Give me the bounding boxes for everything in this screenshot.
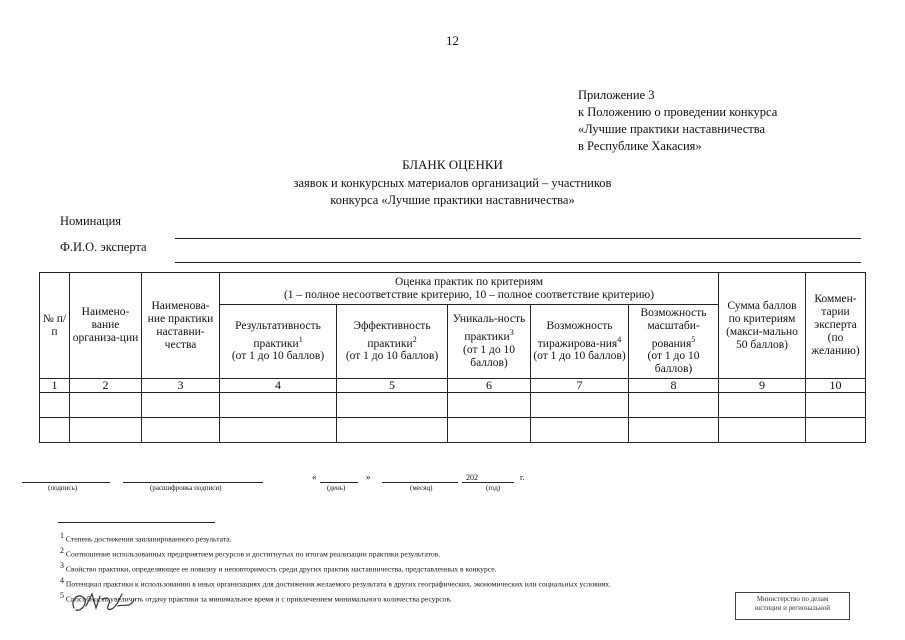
column-number: 8 [629,379,719,393]
table-cell[interactable] [337,418,448,443]
table-row [40,393,866,418]
column-number: 3 [142,379,220,393]
year-prefix: 202 [466,473,478,482]
header-organization: Наимено-вание организа-ции [70,273,142,379]
table-cell[interactable] [531,418,629,443]
form-subtitle-line-2: конкурса «Лучшие практики наставничества» [330,193,575,207]
footnote-item: $^3$ Свойство практики, определяющее ее новизну и неповторимость среди других практик наставничества, представленных в конкурсе. [60,561,497,574]
header-sum: Сумма баллов по критериям (макси-мально 50 баллов) [719,273,806,379]
column-number: 7 [531,379,629,393]
expert-field-line[interactable] [175,262,861,263]
appendix-line-2: к Положению о проведении конкурса [578,105,778,119]
table-cell[interactable] [142,393,220,418]
table-cell[interactable] [70,393,142,418]
quote-open: « [312,472,317,482]
header-practice-name: Наименова-ние практики наставни-чества [142,273,220,379]
column-number: 10 [806,379,866,393]
table-cell[interactable] [719,393,806,418]
table-cell[interactable] [629,393,719,418]
table-cell[interactable] [220,418,337,443]
table-cell[interactable] [70,418,142,443]
footnote-item: $^5$ Способность увеличить отдачу практики за минимальное время и с привлечением минимального количества ресурсов. [60,591,452,604]
signature-decoding-line[interactable] [123,482,263,483]
nomination-label: Номинация [60,214,122,228]
appendix-line-4: в Республике Хакасия» [578,139,702,153]
month-caption: (месяц) [410,484,433,492]
page-number: 12 [446,33,459,48]
table-cell[interactable] [142,418,220,443]
registration-stamp [735,592,850,620]
table-cell[interactable] [220,393,337,418]
form-subtitle-line-1: заявок и конкурсных материалов организаций – участников [293,176,612,190]
expert-label: Ф.И.О. эксперта [60,240,147,254]
header-criterion-effectiveness: Эффективность практики$^2$ (от 1 до 10 баллов) [337,305,448,379]
table-cell[interactable] [719,418,806,443]
header-criterion-replication: Возможность тиражирова-ния$^4$ (от 1 до 10 баллов) [531,305,629,379]
column-number: 6 [448,379,531,393]
table-cell[interactable] [40,393,70,418]
day-caption: (день) [327,484,346,492]
header-criterion-uniqueness: Уникаль-ность практики$^3$ (от 1 до 10 баллов) [448,305,531,379]
stamp-line-2: юстиции и региональной [755,604,830,612]
footnote-item: $^4$ Потенциал практики к использованию в иных организациях для достижения желаемого результата в других географических, экономических или социальных условиях. [60,576,611,589]
header-number: № п/п [40,273,70,379]
stamp-line-1: Министерство по делам [756,595,829,603]
day-line[interactable] [320,482,358,483]
table-cell[interactable] [629,418,719,443]
appendix-line-3: «Лучшие практики наставничества [578,122,766,136]
table-cell[interactable] [337,393,448,418]
form-title: БЛАНК ОЦЕНКИ [402,157,503,172]
quote-close: » [366,472,371,482]
footnote-item: $^1$ Степень достижения запланированного результата. [60,531,232,544]
header-criterion-scaling: Возможность масштаби-рования$^5$ (от 1 до 10 баллов) [629,305,719,379]
signature-line[interactable] [22,482,110,483]
table-row [40,418,866,443]
year-caption: (год) [486,484,501,492]
signature-caption: (подпись) [48,484,78,492]
handwritten-signature-icon [68,586,138,620]
footnote-item: $^2$ Соотношение использованных предприятием ресурсов и достигнутых по итогам реализации практики результатов. [60,546,441,559]
year-suffix: г. [520,473,525,482]
appendix-heading [578,87,777,155]
column-number: 2 [70,379,142,393]
appendix-line-1: Приложение 3 [578,88,655,102]
column-number-row [40,379,866,393]
footnote-rule [58,522,215,523]
criteria-title: Оценка практик по критериям [394,275,544,288]
form-subtitle [0,175,905,209]
evaluation-table [39,272,866,443]
criteria-scale: (1 – полное несоответствие критерию, 10 – полное соответствие критерию) [283,288,655,301]
table-cell[interactable] [40,418,70,443]
header-criterion-result: Результативность практики$^1$ (от 1 до 10 баллов) [220,305,337,379]
table-cell[interactable] [806,418,866,443]
column-number: 9 [719,379,806,393]
column-number: 4 [220,379,337,393]
table-cell[interactable] [448,393,531,418]
month-line[interactable] [382,482,458,483]
column-number: 5 [337,379,448,393]
footnotes [60,530,611,605]
header-comment: Коммен-тарии эксперта (по желанию) [806,273,866,379]
table-cell[interactable] [806,393,866,418]
header-criteria [220,273,719,305]
year-line[interactable] [462,482,514,483]
table-cell[interactable] [531,393,629,418]
signature-decoding-caption: (расшифровка подписи) [150,484,222,492]
nomination-field-line[interactable] [175,238,861,239]
table-cell[interactable] [448,418,531,443]
column-number: 1 [40,379,70,393]
